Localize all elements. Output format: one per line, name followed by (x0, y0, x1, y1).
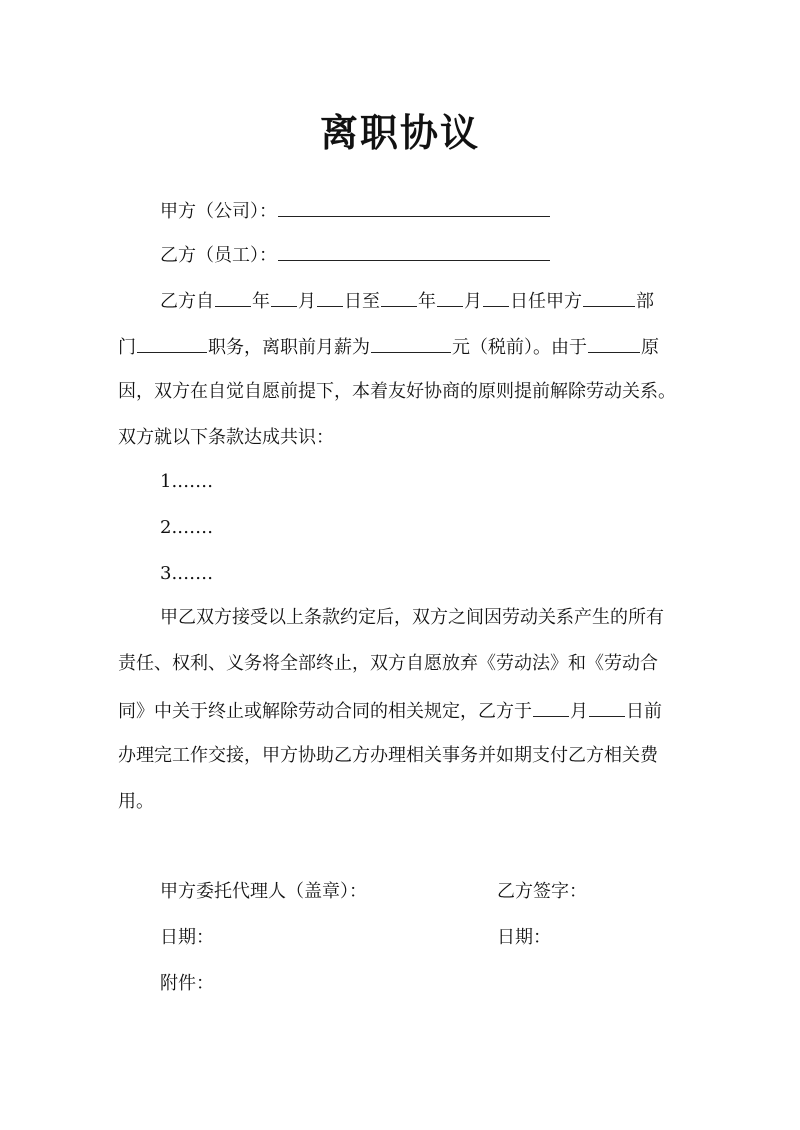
department-blank[interactable] (583, 286, 635, 307)
party-b-line (160, 240, 551, 270)
party-a-agent-label: 甲方委托代理人（盖章）： (160, 881, 367, 902)
text: 乙方自 (160, 291, 214, 312)
party-b-sign-label: 乙方签字： (497, 881, 587, 902)
para1-line4: 双方就以下条款达成共识： (118, 427, 334, 448)
end-day-blank[interactable] (483, 286, 509, 307)
party-b-label: 乙方（员工）： (160, 245, 277, 266)
handover-month-blank[interactable] (533, 696, 569, 717)
party-a-label: 甲方（公司）： (160, 201, 277, 222)
list-item: 2.…… (160, 517, 214, 538)
para1-line3: 因，双方在自觉自愿前提下，本着友好协商的原则提前解除劳动关系。 (118, 381, 676, 402)
list-item: 3.…… (160, 563, 214, 584)
salary-blank[interactable] (371, 332, 451, 353)
reason-blank[interactable] (588, 332, 640, 353)
list-item: 1.…… (160, 471, 214, 492)
handover-day-blank[interactable] (589, 696, 625, 717)
start-year-blank[interactable] (215, 286, 251, 307)
party-a-line (160, 196, 551, 226)
text: 月 (464, 291, 482, 312)
date-right-label: 日期： (497, 927, 551, 948)
text: 月 (570, 701, 588, 722)
para2-line5: 用。 (118, 791, 154, 812)
text: 原 (641, 337, 659, 358)
para2-line3 (118, 696, 662, 726)
text: 部 (636, 291, 654, 312)
para1-line1 (160, 286, 654, 316)
end-month-blank[interactable] (437, 286, 463, 307)
para1-line2 (118, 332, 659, 362)
text: 日任甲方 (510, 291, 582, 312)
para2-line1: 甲乙双方接受以上条款约定后，双方之间因劳动关系产生的所有 (160, 607, 664, 628)
text: 月 (298, 291, 316, 312)
text: 门 (118, 337, 136, 358)
party-b-blank[interactable] (278, 240, 550, 261)
text: 同》中关于终止或解除劳动合同的相关规定，乙方于 (118, 701, 532, 722)
text: 职务，离职前月薪为 (208, 337, 370, 358)
attachment-label: 附件： (160, 973, 214, 994)
date-left-label: 日期： (160, 927, 214, 948)
para2-line4: 办理完工作交接，甲方协助乙方办理相关事务并如期支付乙方相关费 (118, 745, 658, 766)
start-day-blank[interactable] (317, 286, 343, 307)
start-month-blank[interactable] (271, 286, 297, 307)
text: 年 (252, 291, 270, 312)
text: 日至 (344, 291, 380, 312)
text: 年 (418, 291, 436, 312)
position-blank[interactable] (137, 332, 207, 353)
party-a-blank[interactable] (278, 196, 550, 217)
end-year-blank[interactable] (381, 286, 417, 307)
para2-line2: 责任、权利、义务将全部终止，双方自愿放弃《劳动法》和《劳动合 (118, 653, 658, 674)
text: 日前 (626, 701, 662, 722)
text: 元（税前）。由于 (452, 337, 587, 358)
document-title: 离职协议 (319, 111, 480, 155)
